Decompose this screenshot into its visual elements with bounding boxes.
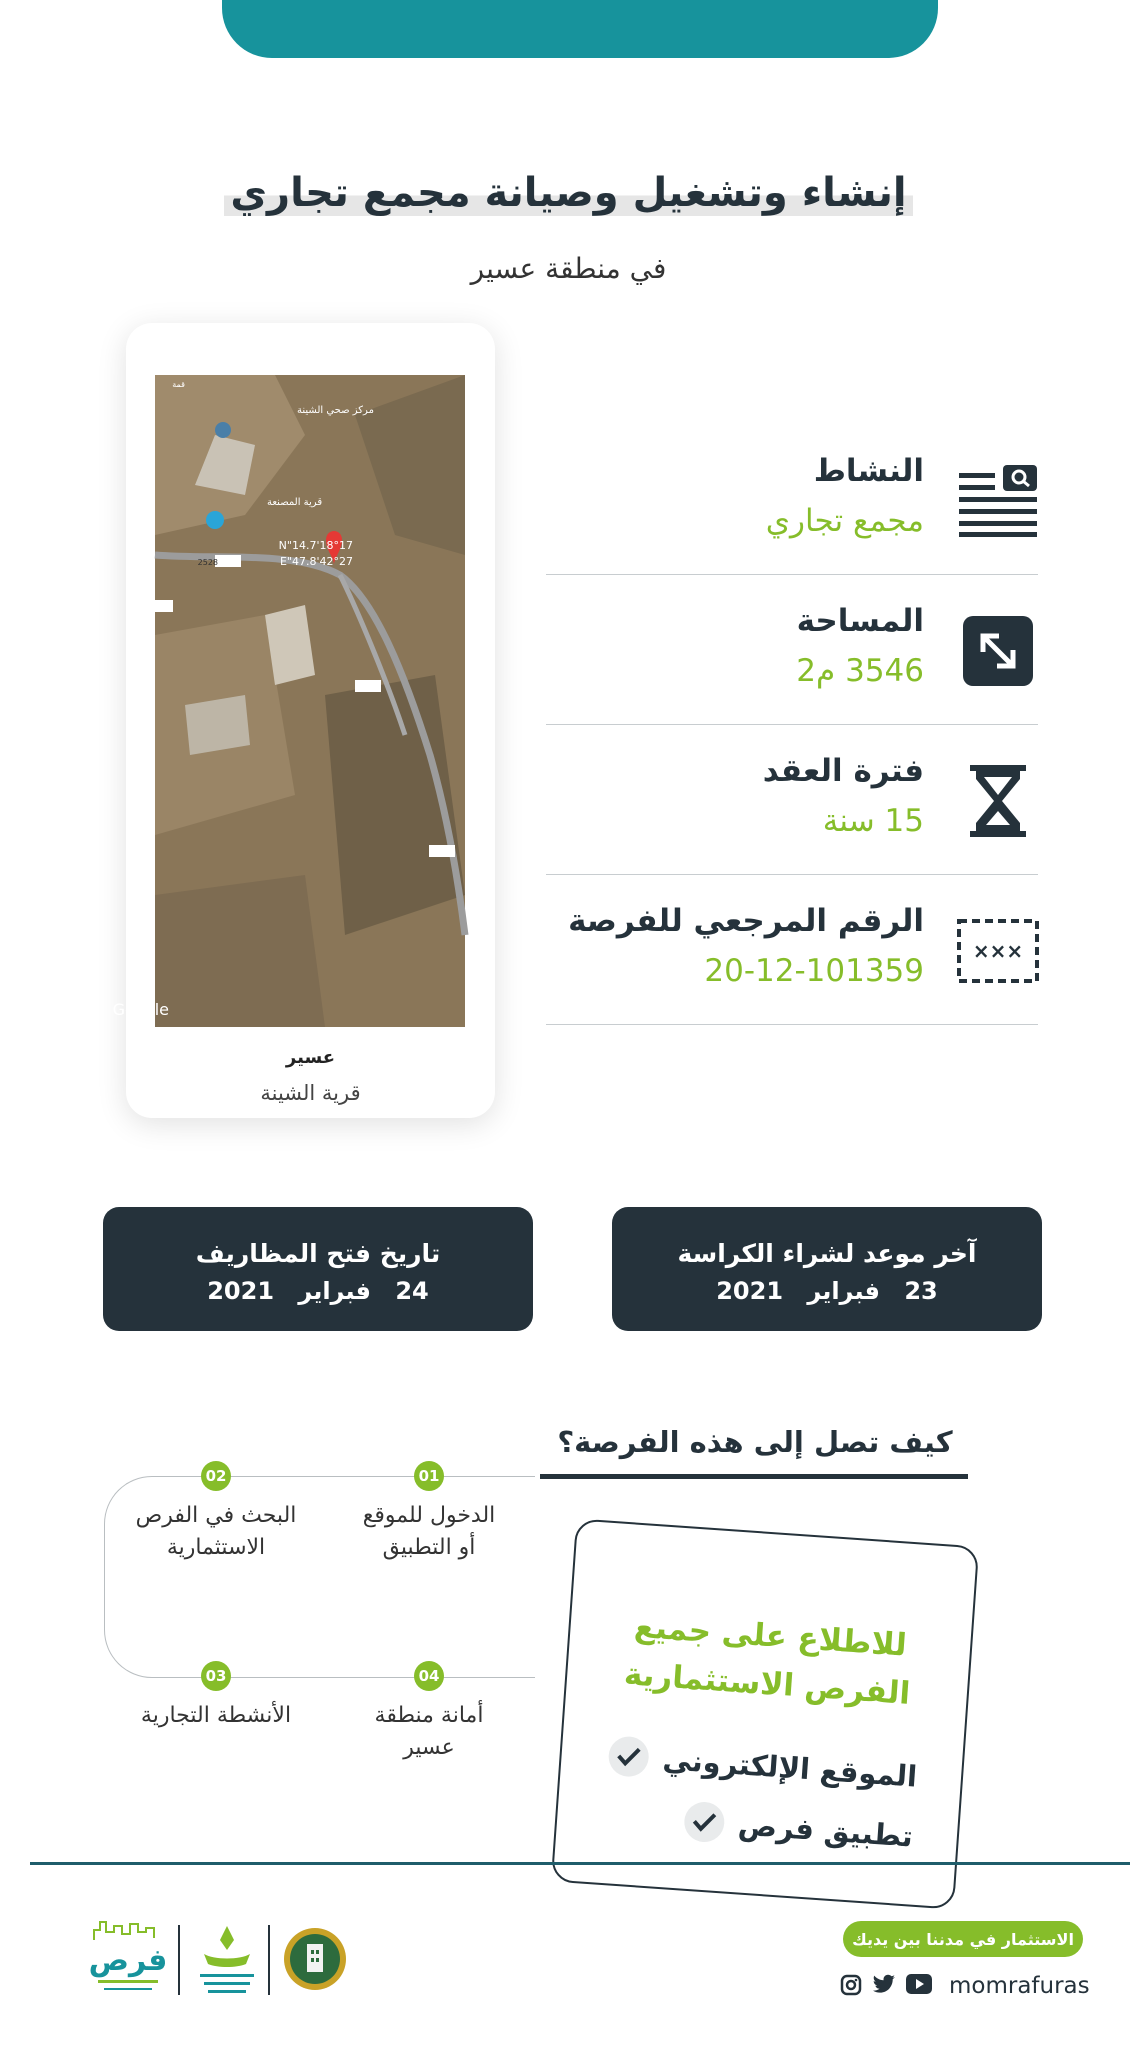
map-place-label-2: قرية المصنعة <box>267 497 323 508</box>
expand-arrows-icon <box>958 611 1038 691</box>
promo-title-line2: الفرص الاستثمارية <box>622 1656 912 1713</box>
furas-logo-text: فرص <box>88 1943 168 1978</box>
purchase-day: 23 <box>904 1277 938 1305</box>
promo-title-line1: للاطلاع على جميع <box>633 1608 908 1664</box>
opening-month: فبراير <box>298 1277 371 1305</box>
area-value: 3546 م2 <box>796 653 924 689</box>
page-subtitle: في منطقة عسير <box>470 252 667 285</box>
satellite-map[interactable] <box>112 375 465 1027</box>
activity-label: النشاط <box>813 453 924 489</box>
envelope-opening-box <box>103 1207 533 1331</box>
info-row-reference <box>546 875 1038 1025</box>
step-03-text <box>101 1700 331 1732</box>
step-02-badge: 02 <box>201 1461 231 1491</box>
how-to-underline <box>540 1474 968 1479</box>
step-04-line2: عسير <box>403 1735 455 1760</box>
footer-divider <box>30 1862 1130 1865</box>
promo-item-website[interactable] <box>608 1735 919 1796</box>
purchase-deadline-label: آخر موعد لشراء الكراسة <box>677 1239 977 1268</box>
checkmark-icon <box>683 1801 726 1844</box>
coordinates-lat: 18°17'14.7"N <box>278 539 353 552</box>
furas-logo <box>90 1918 166 1998</box>
step-04-line1: أمانة منطقة <box>374 1703 484 1728</box>
promo-item-website-label: الموقع الإلكتروني <box>661 1742 919 1794</box>
purchase-month: فبراير <box>807 1277 880 1305</box>
ministry-logo <box>190 1920 264 2000</box>
map-place-label-1: مركز صحي الشينة <box>297 405 374 416</box>
info-row-activity <box>546 425 1038 575</box>
social-handle[interactable]: momrafuras <box>949 1973 1090 1999</box>
purchase-deadline-date <box>612 1277 1042 1305</box>
page-title: إنشاء وتشغيل وصيانة مجمع تجاري <box>150 170 987 216</box>
map-village-label: قرية الشينة <box>260 1081 361 1105</box>
step-01-badge: 01 <box>414 1461 444 1491</box>
step-03-line1: الأنشطة التجارية <box>140 1703 292 1728</box>
opening-year: 2021 <box>207 1277 275 1305</box>
area-label: المساحة <box>796 603 924 639</box>
youtube-icon[interactable] <box>906 1974 932 2000</box>
logo-divider <box>178 1925 180 1995</box>
slogan-badge: الاستثمار في مدننا بين يديك <box>843 1921 1083 1957</box>
instagram-icon[interactable] <box>840 1974 862 2000</box>
step-02-text <box>101 1500 331 1564</box>
step-03-badge: 03 <box>201 1661 231 1691</box>
divider <box>546 1024 1038 1026</box>
step-02-line1: البحث في الفرص <box>135 1503 297 1528</box>
step-01-text <box>314 1500 544 1564</box>
contract-value: 15 سنة <box>822 803 924 839</box>
google-watermark: Google <box>112 1000 169 1019</box>
reference-value: 20-12-101359 <box>704 953 924 989</box>
twitter-icon[interactable] <box>872 1974 896 2000</box>
reference-number-icon <box>958 911 1038 991</box>
opening-day: 24 <box>395 1277 429 1305</box>
contract-label: فترة العقد <box>762 753 924 789</box>
info-row-contract <box>546 725 1038 875</box>
document-search-icon <box>958 461 1038 541</box>
purchase-year: 2021 <box>716 1277 784 1305</box>
reference-label: الرقم المرجعي للفرصة <box>568 903 924 939</box>
activity-value: مجمع تجاري <box>765 503 924 539</box>
map-top-label: قمة <box>172 380 185 389</box>
hourglass-icon <box>958 761 1038 841</box>
map-card <box>112 323 495 1118</box>
road-number: 2528 <box>197 558 218 567</box>
purchase-deadline-box <box>612 1207 1042 1331</box>
logo-divider <box>268 1925 270 1995</box>
promo-card <box>551 1518 979 1909</box>
step-01-line2: أو التطبيق <box>382 1535 476 1560</box>
info-row-area <box>546 575 1038 725</box>
promo-title <box>566 1598 972 1722</box>
how-to-title: كيف تصل إلى هذه الفرصة؟ <box>557 1425 953 1459</box>
checkmark-icon <box>608 1735 651 1778</box>
step-04-badge: 04 <box>414 1661 444 1691</box>
step-01-line1: الدخول للموقع <box>362 1503 496 1528</box>
social-icons <box>840 1974 932 2000</box>
asir-municipality-logo <box>282 1926 348 1992</box>
promo-item-app-label: تطبيق فرص <box>736 1807 914 1854</box>
step-02-line2: الاستثمارية <box>166 1535 266 1560</box>
top-banner <box>222 0 938 58</box>
map-region-label: عسير <box>285 1047 336 1068</box>
step-04-text <box>314 1700 544 1764</box>
coordinates-lng: 42°27'47.8"E <box>279 555 353 568</box>
promo-item-app[interactable] <box>683 1801 914 1857</box>
envelope-opening-date <box>103 1277 533 1305</box>
svg-text:×××: ××× <box>972 939 1024 963</box>
envelope-opening-label: تاريخ فتح المظاريف <box>195 1239 441 1268</box>
